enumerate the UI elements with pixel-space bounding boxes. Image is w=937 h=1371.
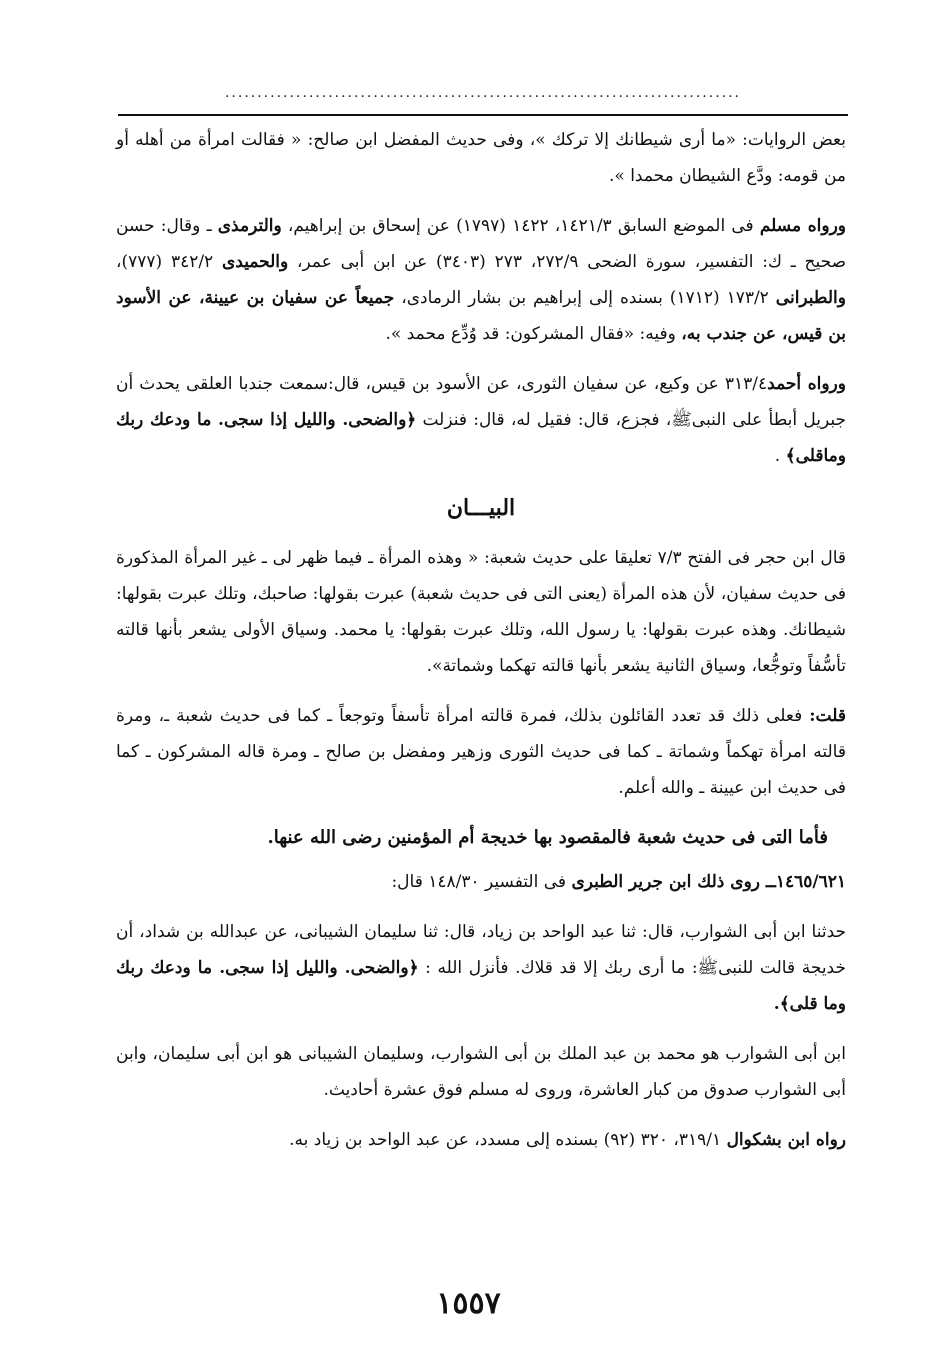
qultu-lead: قلت: — [809, 706, 846, 726]
paragraph-8 — [116, 914, 846, 1022]
paragraph-4 — [116, 540, 846, 684]
paragraph-2-text-e: وفيه: «فقال المشركون: قد وُدِّع محمد ». — [385, 324, 682, 344]
ibn-bashkuwal-lead: رواه ابن بشكوال — [726, 1130, 846, 1150]
ahmad-citation-lead: ورواه أحمد — [767, 374, 846, 394]
paragraph-3 — [116, 366, 846, 474]
muslim-citation-lead: ورواه مسلم — [759, 216, 847, 236]
humaydi-citation: والحميدى — [221, 252, 289, 272]
paragraph-3-end: . — [774, 446, 786, 466]
paragraph-10-text: ٣١٩/١، ٣٢٠ (٩٢) بسنده إلى مسدد، عن عبد الواحد بن زياد به. — [289, 1130, 727, 1150]
paragraph-9 — [116, 1036, 846, 1108]
paragraph-5-text: فعلى ذلك قد تعدد القائلون بذلك، فمرة قالته امرأة تأسفاً وتوجعاً ـ كما فى حديث شعبة ـ، ومرة قالته امرأة تهكماً وشماتة ـ كما فى حديث الثورى وزهير ومفضل بن صالح ـ ومرة قاله المشركون ـ كما فى حديث ابن عيينة ـ والله أعلم. — [116, 706, 846, 798]
khadija-statement: فأما التى فى حديث شعبة فالمقصود بها خديجة أم المؤمنين رضى الله عنها. — [267, 827, 828, 848]
paragraph-2-text-a: فى الموضع السابق ١٤٢١/٣، ١٤٢٢ (١٧٩٧) عن إسحاق بن إبراهيم، — [281, 216, 760, 236]
quran-verse: ﴿والضحى. والليل إذا سجى. ما ودعك ربك وماقلى﴾ — [116, 410, 846, 466]
isnad-bold: جميعاً عن سفيان بن عيينة، عن الأسود بن قيس، عن جندب به، — [116, 288, 846, 344]
page-body — [116, 122, 846, 1172]
paragraph-7-text: فى التفسير ١٤٨/٣٠ قال: — [391, 872, 572, 892]
quran-verse-2: ﴿والضحى. والليل إذا سجى. ما ودعك ربك وما قلى﴾. — [116, 958, 846, 1014]
page-number: ١٥٥٧ — [436, 1286, 501, 1321]
section-heading: البيـــان — [446, 495, 516, 521]
paragraph-1 — [116, 122, 846, 194]
paragraph-2 — [116, 208, 846, 352]
paragraph-2-text-b: ـ وقال: حسن صحيح ـ ك: التفسير، سورة الضحى ٢٧٢/٩، ٢٧٣ (٣٤٠٣) عن ابن أبى عمر، — [116, 216, 847, 272]
paragraph-3-text: ٣١٣/٤ عن وكيع، عن سفيان الثورى، عن الأسود بن قيس، قال:سمعت جندبا العلقى يحدث أن جبريل أبطأ على النبىﷺ، فجزع، قال: فقيل له، قال: فنزلت — [116, 374, 846, 430]
tirmidhi-citation: والترمذى — [217, 216, 282, 236]
header-dotted-line: ................................................................................ — [224, 86, 741, 100]
paragraph-2-text-d: ١٧٣/٢ (١٧١٢) بسنده إلى إبراهيم بن بشار الرمادى، — [394, 288, 776, 308]
paragraph-9-text: ابن أبى الشوارب هو محمد بن عبد الملك بن أبى الشوارب، وسليمان الشيبانى هو ابن أبى سليمان، وابن أبى الشوارب صدوق من كبار العاشرة، وروى له مسلم فوق عشرة أحاديث. — [116, 1044, 846, 1100]
paragraph-2-text-c: ٣٤٢/٢ (٧٧٧)، — [116, 252, 222, 272]
tabarani-citation: والطبرانى — [775, 288, 846, 308]
paragraph-5 — [116, 698, 846, 806]
paragraph-10 — [116, 1122, 846, 1158]
paragraph-4-text: قال ابن حجر فى الفتح ٧/٣ تعليقا على حديث شعبة: « وهذه المرأة ـ فيما ظهر لى ـ غير المرأة المذكورة فى حديث سفيان، لأن هذه المرأة (يعنى التى فى حديث شعبة) عبرت بقولها: صاحبك، وتلك عبرت بقولها: شيطانك. وهذه عبرت بقولها: يا رسول الله، وتلك عبرت بقولها: يا محمد. وسياق الأولى يشعر بأنها قالته تأسُّفاً وتوجُّعا، وسياق الثانية يشعر بأنها قالته تهكما وشماتة». — [116, 548, 847, 676]
paragraph-1-text: بعض الروايات: «ما أرى شيطانك إلا تركك »، وفى حديث المفضل ابن صالح: « فقالت امرأة من أهله أو من قومه: ودَّع الشيطان محمدا ». — [116, 130, 846, 186]
paragraph-7 — [116, 864, 846, 900]
hadith-number-lead: ١٤٦٥/٦٢١ــ روى ذلك ابن جرير الطبرى — [571, 872, 846, 892]
paragraph-8-text: حدثنا ابن أبى الشوارب، قال: ثنا عبد الواحد بن زياد، قال: ثنا سليمان الشيبانى، عن عبدالله بن شداد، أن خديجة قالت للنبىﷺ: ما أرى ربك إلا قد قلاك. فأنزل الله : — [116, 922, 846, 978]
header-rule — [118, 114, 848, 116]
